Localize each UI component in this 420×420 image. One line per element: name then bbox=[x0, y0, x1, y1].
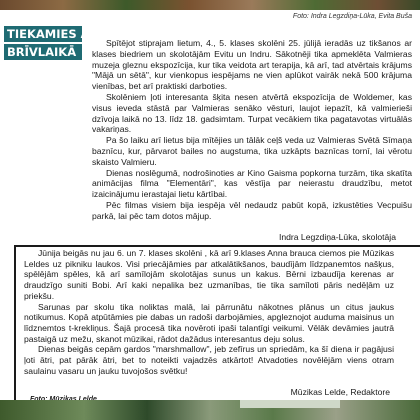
top-photo-strip bbox=[0, 0, 420, 10]
article-museum-visit bbox=[92, 38, 412, 222]
section-headline bbox=[4, 26, 103, 68]
photo-sky-area bbox=[240, 400, 340, 408]
headline-line-2: BRĪVLAIKĀ bbox=[4, 44, 82, 60]
paragraph: Dienas beigās cepām gardos "marshmallow", jeb zefīrus un spriedām, ka šī diena ir pagājusi ļoti ātri, pat pārāk ātri, bet to noteikti vajadzēs atkārtot! Atvadoties novēlējām viens otram saulainu vasaru un jauku tuvojošos svētku! bbox=[24, 344, 394, 376]
article-picnic bbox=[24, 248, 394, 376]
paragraph: Pēc filmas visiem bija iespēja vēl nedaudz pabūt kopā, izkustēties Vecpuišu parkā, lai pēc tam dotos mājup. bbox=[92, 199, 412, 221]
paragraph: Skolēniem ļoti interesanta šķita nesen atvērtā ekspozīcija de Woldemer, kas visus ieveda stāstā par Valmieras senāko vēsturi, laujot iepazīt, kā valmierieši dzīvoja laikā no 13. līdz 18. gadsimtam. Turpat vecākiem tika pagatavotas virtuālās vakariņas. bbox=[92, 91, 412, 135]
article-signature: Indra Legzdiņa-Lūka, skolotāja bbox=[278, 232, 396, 242]
section-divider bbox=[14, 245, 420, 247]
headline-line-1: TIEKAMIES ARĪ bbox=[4, 26, 82, 42]
article-signature: Mūzikas Lelde, Redaktore bbox=[290, 387, 390, 397]
photo-caption-top: Foto: Indra Legzdiņa-Lūka, Evita Buša bbox=[292, 13, 412, 20]
paragraph: Spītējot stiprajam lietum, 4., 5. klases skolēni 25. jūlijā ieradās uz tikšanos ar klases biedriem un skolotājām Evitu un Indru. Sākotnēji tika apmeklēta Valmieras muzeja gleznu ekspozīcija, kur tika veidota art terapija, kā arī, tad atvērtais krājums "Mājā un sētā", kur vienkopus iespējams ne vien aplūkot vairāk nekā 500 krājuma vienības, bet arī praktiski darboties. bbox=[92, 38, 412, 92]
paragraph: Sarunas par skolu tika noliktas malā, lai pārrunātu nākotnes plānus un citus jaukus notikumus. Kopā atpūtāmies pie dabas un radoši darbojāmies, apgleznojot auduma maisinus un līdznemtos t-krekliņus. Šajā procesā tika novēroti ipaši talantīgi veikumi. Vēlāk devāmies jautrā pastaigā uz mežu, skanot mūzikai, rādot dažādus interesantus deju solus. bbox=[24, 301, 394, 344]
paragraph: Jūnija beigās nu jau 6. un 7. klases skolēni , kā arī 9.klases Anna brauca ciemos pie Mūzikas Leldes uz pikniku laukos. Visi priecājāmies par atkalātikšanos, baudījām līdzpanemtos našķus, spēlējām spēles, kā arī samīlojām skolotājas sunus un kakus. Bērni izbaudīja kerenas ar draudzīgo suniti Bobi. Arī kaki nepalika bez uzmanības, tie tika samīloti pāris nedēļām uz priekšu. bbox=[24, 248, 394, 301]
paragraph: Dienas noslēgumā, nodrošinoties ar Kino Gaisma popkorna turzām, tika skatīta animācijas filma "Elementāri", kas vēstīja par neierastu draudzību, metot izaicinājumu ierastajai lietu kārtībai. bbox=[92, 167, 412, 200]
paragraph: Pa šo laiku arī lietus bija mītējies un tālāk ceļš veda uz Valmieras Svētā Sīmaņa baznīcu, kur, pārvarot bailes no augstuma, tika uzkāpts baznīcas tornī, lai vērotu skaisto Valmieru. bbox=[92, 135, 412, 167]
bottom-photo-strip bbox=[0, 400, 420, 420]
frame-border-left bbox=[14, 247, 16, 417]
